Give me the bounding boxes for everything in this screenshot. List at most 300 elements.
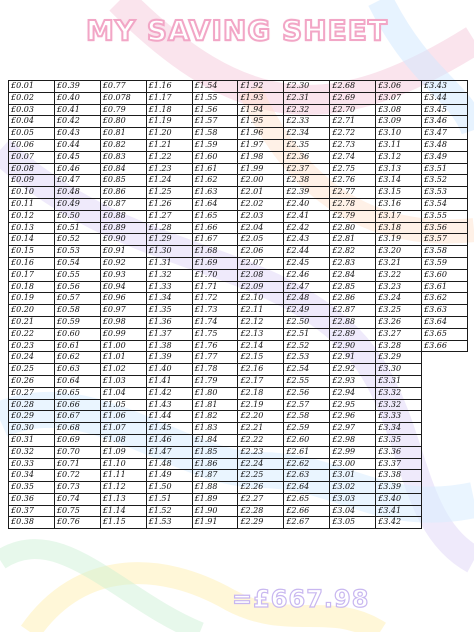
saving-amount-cell[interactable]: £0.38 [9,517,55,529]
saving-amount-cell[interactable]: £0.45 [54,151,100,163]
saving-amount-cell[interactable]: £0.02 [9,92,55,104]
saving-amount-cell[interactable]: £1.69 [192,257,238,269]
saving-amount-cell[interactable]: £1.94 [238,104,284,116]
saving-amount-cell[interactable]: £1.50 [146,482,192,494]
saving-amount-cell[interactable]: £3.23 [376,281,422,293]
saving-amount-cell[interactable]: £3.62 [422,293,468,305]
saving-amount-cell[interactable]: £2.34 [284,128,330,140]
saving-amount-cell[interactable]: £0.31 [9,434,55,446]
saving-amount-cell[interactable]: £2.85 [330,281,376,293]
saving-amount-cell[interactable]: £2.31 [284,92,330,104]
saving-amount-cell[interactable]: £1.85 [192,446,238,458]
saving-amount-cell[interactable]: £1.59 [192,139,238,151]
saving-amount-cell[interactable]: £1.38 [146,340,192,352]
saving-amount-cell[interactable]: £1.07 [100,423,146,435]
saving-amount-cell[interactable]: £2.27 [238,493,284,505]
saving-amount-cell[interactable]: £2.20 [238,411,284,423]
saving-amount-cell[interactable]: £3.36 [376,446,422,458]
saving-amount-cell[interactable]: £1.60 [192,151,238,163]
saving-amount-cell[interactable]: £2.13 [238,328,284,340]
saving-amount-cell[interactable]: £2.84 [330,269,376,281]
saving-amount-cell[interactable]: £2.39 [284,187,330,199]
saving-amount-cell[interactable]: £3.11 [376,139,422,151]
saving-amount-cell[interactable]: £0.66 [54,399,100,411]
saving-amount-cell[interactable]: £0.21 [9,316,55,328]
saving-amount-cell[interactable]: £1.82 [192,411,238,423]
saving-amount-cell[interactable]: £3.16 [376,198,422,210]
saving-amount-cell[interactable]: £2.54 [284,364,330,376]
saving-amount-cell[interactable]: £3.66 [422,340,468,352]
saving-amount-cell[interactable]: £0.11 [9,198,55,210]
saving-amount-cell[interactable]: £0.85 [100,175,146,187]
saving-amount-cell[interactable]: £1.55 [192,92,238,104]
saving-amount-cell[interactable]: £3.32 [376,399,422,411]
saving-amount-cell[interactable]: £3.29 [376,352,422,364]
saving-amount-cell[interactable]: £2.70 [330,104,376,116]
saving-amount-cell[interactable]: £1.66 [192,222,238,234]
saving-amount-cell[interactable]: £1.71 [192,281,238,293]
saving-amount-cell[interactable]: £3.31 [376,375,422,387]
saving-amount-cell[interactable]: £1.91 [192,517,238,529]
saving-amount-cell[interactable]: £2.59 [284,423,330,435]
saving-amount-cell[interactable]: £0.68 [54,423,100,435]
saving-amount-cell[interactable]: £0.15 [9,246,55,258]
saving-amount-cell[interactable]: £2.61 [284,446,330,458]
saving-amount-cell[interactable]: £0.34 [9,470,55,482]
saving-amount-cell[interactable]: £2.40 [284,198,330,210]
saving-amount-cell[interactable]: £3.41 [376,505,422,517]
saving-amount-cell[interactable]: £3.25 [376,305,422,317]
saving-amount-cell[interactable]: £2.92 [330,364,376,376]
saving-amount-cell[interactable]: £0.36 [9,493,55,505]
saving-amount-cell[interactable]: £1.65 [192,210,238,222]
saving-amount-cell[interactable]: £1.34 [146,293,192,305]
saving-amount-cell[interactable]: £2.02 [238,198,284,210]
saving-amount-cell[interactable]: £1.05 [100,399,146,411]
saving-amount-cell[interactable]: £3.61 [422,281,468,293]
saving-amount-cell[interactable]: £1.21 [146,139,192,151]
saving-amount-cell[interactable]: £2.17 [238,375,284,387]
saving-amount-cell[interactable]: £2.30 [284,81,330,93]
saving-amount-cell[interactable]: £1.67 [192,234,238,246]
saving-amount-cell[interactable]: £3.09 [376,116,422,128]
saving-amount-cell[interactable]: £1.09 [100,446,146,458]
saving-amount-cell[interactable]: £3.05 [330,517,376,529]
saving-amount-cell[interactable]: £2.18 [238,387,284,399]
saving-amount-cell[interactable]: £0.44 [54,139,100,151]
saving-amount-cell[interactable]: £2.09 [238,281,284,293]
saving-amount-cell[interactable]: £0.14 [9,234,55,246]
saving-amount-cell[interactable]: £0.41 [54,104,100,116]
saving-amount-cell[interactable]: £2.46 [284,269,330,281]
saving-amount-cell[interactable]: £2.44 [284,246,330,258]
saving-amount-cell[interactable]: £1.93 [238,92,284,104]
saving-amount-cell[interactable]: £3.34 [376,423,422,435]
saving-amount-cell[interactable]: £0.55 [54,269,100,281]
saving-amount-cell[interactable]: £0.27 [9,387,55,399]
saving-amount-cell[interactable]: £1.23 [146,163,192,175]
saving-amount-cell[interactable]: £1.58 [192,128,238,140]
saving-amount-cell[interactable]: £1.79 [192,375,238,387]
saving-amount-cell[interactable]: £0.37 [9,505,55,517]
saving-amount-cell[interactable]: £2.41 [284,210,330,222]
saving-amount-cell[interactable]: £2.78 [330,198,376,210]
saving-amount-cell[interactable]: £2.76 [330,175,376,187]
saving-amount-cell[interactable]: £1.33 [146,281,192,293]
saving-amount-cell[interactable]: £1.81 [192,399,238,411]
saving-amount-cell[interactable]: £2.10 [238,293,284,305]
saving-amount-cell[interactable]: £1.15 [100,517,146,529]
saving-amount-cell[interactable]: £1.28 [146,222,192,234]
saving-amount-cell[interactable]: £2.98 [330,434,376,446]
saving-amount-cell[interactable]: £1.37 [146,328,192,340]
saving-amount-cell[interactable]: £0.23 [9,340,55,352]
saving-amount-cell[interactable]: £1.80 [192,387,238,399]
saving-amount-cell[interactable]: £1.48 [146,458,192,470]
saving-amount-cell[interactable]: £2.55 [284,375,330,387]
saving-amount-cell[interactable]: £2.60 [284,434,330,446]
saving-amount-cell[interactable]: £1.43 [146,399,192,411]
saving-amount-cell[interactable]: £2.63 [284,470,330,482]
saving-amount-cell[interactable]: £1.78 [192,364,238,376]
saving-amount-cell[interactable]: £3.30 [376,364,422,376]
saving-amount-cell[interactable]: £0.28 [9,399,55,411]
saving-amount-cell[interactable]: £1.96 [238,128,284,140]
saving-amount-cell[interactable]: £1.12 [100,482,146,494]
saving-amount-cell[interactable]: £1.40 [146,364,192,376]
saving-amount-cell[interactable]: £2.99 [330,446,376,458]
saving-amount-cell[interactable]: £0.10 [9,187,55,199]
saving-amount-cell[interactable]: £2.15 [238,352,284,364]
saving-amount-cell[interactable]: £3.04 [330,505,376,517]
saving-amount-cell[interactable]: £0.94 [100,281,146,293]
saving-amount-cell[interactable]: £1.03 [100,375,146,387]
saving-amount-cell[interactable]: £1.64 [192,198,238,210]
saving-amount-cell[interactable]: £3.22 [376,269,422,281]
saving-amount-cell[interactable]: £2.25 [238,470,284,482]
saving-amount-cell[interactable]: £1.20 [146,128,192,140]
saving-amount-cell[interactable]: £3.63 [422,305,468,317]
saving-amount-cell[interactable]: £0.83 [100,151,146,163]
saving-amount-cell[interactable]: £2.52 [284,340,330,352]
saving-amount-cell[interactable]: £1.04 [100,387,146,399]
saving-amount-cell[interactable]: £1.72 [192,293,238,305]
saving-amount-cell[interactable]: £0.86 [100,187,146,199]
saving-amount-cell[interactable]: £1.92 [238,81,284,93]
saving-amount-cell[interactable]: £0.77 [100,81,146,93]
saving-amount-cell[interactable]: £3.43 [422,81,468,93]
saving-amount-cell[interactable]: £3.28 [376,340,422,352]
saving-amount-cell[interactable]: £0.54 [54,257,100,269]
saving-amount-cell[interactable]: £2.49 [284,305,330,317]
saving-amount-cell[interactable]: £0.63 [54,364,100,376]
saving-amount-cell[interactable]: £3.13 [376,163,422,175]
saving-amount-cell[interactable]: £2.81 [330,234,376,246]
saving-amount-cell[interactable]: £0.16 [9,257,55,269]
saving-amount-cell[interactable]: £0.43 [54,128,100,140]
saving-amount-cell[interactable]: £1.32 [146,269,192,281]
saving-amount-cell[interactable]: £1.18 [146,104,192,116]
saving-amount-cell[interactable]: £1.19 [146,116,192,128]
saving-amount-cell[interactable]: £0.93 [100,269,146,281]
saving-amount-cell[interactable]: £0.25 [9,364,55,376]
saving-amount-cell[interactable]: £0.13 [9,222,55,234]
saving-amount-cell[interactable]: £3.51 [422,163,468,175]
saving-amount-cell[interactable]: £2.74 [330,151,376,163]
saving-amount-cell[interactable]: £1.25 [146,187,192,199]
saving-amount-cell[interactable]: £1.87 [192,470,238,482]
saving-amount-cell[interactable]: £2.12 [238,316,284,328]
saving-amount-cell[interactable]: £0.49 [54,198,100,210]
saving-amount-cell[interactable]: £1.14 [100,505,146,517]
saving-amount-cell[interactable]: £1.70 [192,269,238,281]
saving-amount-cell[interactable]: £1.30 [146,246,192,258]
saving-amount-cell[interactable]: £0.35 [9,482,55,494]
saving-amount-cell[interactable]: £2.73 [330,139,376,151]
saving-amount-cell[interactable]: £1.74 [192,316,238,328]
saving-amount-cell[interactable]: £1.88 [192,482,238,494]
saving-amount-cell[interactable]: £3.54 [422,198,468,210]
saving-amount-cell[interactable]: £0.69 [54,434,100,446]
saving-amount-cell[interactable]: £3.60 [422,269,468,281]
saving-amount-cell[interactable]: £1.99 [238,163,284,175]
saving-amount-cell[interactable]: £0.72 [54,470,100,482]
saving-amount-cell[interactable]: £0.89 [100,222,146,234]
saving-amount-cell[interactable]: £3.52 [422,175,468,187]
saving-amount-cell[interactable]: £3.42 [376,517,422,529]
saving-amount-cell[interactable]: £0.01 [9,81,55,93]
saving-amount-cell[interactable]: £3.44 [422,92,468,104]
saving-amount-cell[interactable]: £0.30 [9,423,55,435]
saving-amount-cell[interactable]: £1.97 [238,139,284,151]
saving-amount-cell[interactable]: £2.82 [330,246,376,258]
saving-amount-cell[interactable]: £0.57 [54,293,100,305]
saving-amount-cell[interactable]: £0.96 [100,293,146,305]
saving-amount-cell[interactable]: £0.60 [54,328,100,340]
saving-amount-cell[interactable]: £3.37 [376,458,422,470]
saving-amount-cell[interactable]: £1.84 [192,434,238,446]
saving-amount-cell[interactable]: £3.55 [422,210,468,222]
saving-amount-cell[interactable]: £2.53 [284,352,330,364]
saving-amount-cell[interactable]: £0.05 [9,128,55,140]
saving-amount-cell[interactable]: £2.21 [238,423,284,435]
saving-amount-cell[interactable]: £0.75 [54,505,100,517]
saving-amount-cell[interactable]: £1.54 [192,81,238,93]
saving-amount-cell[interactable]: £2.29 [238,517,284,529]
saving-amount-cell[interactable]: £2.48 [284,293,330,305]
saving-amount-cell[interactable]: £1.26 [146,198,192,210]
saving-amount-cell[interactable]: £1.39 [146,352,192,364]
saving-amount-cell[interactable]: £0.76 [54,517,100,529]
saving-amount-cell[interactable]: £0.12 [9,210,55,222]
saving-amount-cell[interactable]: £3.53 [422,187,468,199]
saving-amount-cell[interactable]: £1.76 [192,340,238,352]
saving-amount-cell[interactable]: £3.12 [376,151,422,163]
saving-amount-cell[interactable]: £3.65 [422,328,468,340]
saving-amount-cell[interactable]: £0.39 [54,81,100,93]
saving-amount-cell[interactable]: £0.70 [54,446,100,458]
saving-amount-cell[interactable]: £1.42 [146,387,192,399]
saving-amount-cell[interactable]: £3.32 [376,387,422,399]
saving-amount-cell[interactable]: £3.47 [422,128,468,140]
saving-amount-cell[interactable]: £2.33 [284,116,330,128]
saving-amount-cell[interactable]: £2.28 [238,505,284,517]
saving-amount-cell[interactable]: £1.53 [146,517,192,529]
saving-amount-cell[interactable]: £3.33 [376,411,422,423]
saving-amount-cell[interactable]: £2.67 [284,517,330,529]
saving-amount-cell[interactable]: £2.69 [330,92,376,104]
saving-amount-cell[interactable]: £1.56 [192,104,238,116]
saving-amount-cell[interactable]: £3.49 [422,151,468,163]
saving-amount-cell[interactable]: £0.47 [54,175,100,187]
saving-amount-cell[interactable]: £3.20 [376,246,422,258]
saving-amount-cell[interactable]: £3.03 [330,493,376,505]
saving-amount-cell[interactable]: £3.06 [376,81,422,93]
saving-amount-cell[interactable]: £3.59 [422,257,468,269]
saving-amount-cell[interactable]: £0.53 [54,246,100,258]
saving-amount-cell[interactable]: £0.59 [54,316,100,328]
saving-amount-cell[interactable]: £0.04 [9,116,55,128]
saving-amount-cell[interactable]: £0.51 [54,222,100,234]
saving-amount-cell[interactable]: £0.74 [54,493,100,505]
saving-amount-cell[interactable]: £0.33 [9,458,55,470]
saving-amount-cell[interactable]: £2.08 [238,269,284,281]
saving-amount-cell[interactable]: £2.50 [284,316,330,328]
saving-amount-cell[interactable]: £0.078 [100,92,146,104]
saving-amount-cell[interactable]: £0.22 [9,328,55,340]
saving-amount-cell[interactable]: £1.02 [100,364,146,376]
saving-amount-cell[interactable]: £2.35 [284,139,330,151]
saving-amount-cell[interactable]: £2.07 [238,257,284,269]
saving-amount-cell[interactable]: £2.95 [330,399,376,411]
saving-amount-cell[interactable]: £2.36 [284,151,330,163]
saving-amount-cell[interactable]: £0.52 [54,234,100,246]
saving-amount-cell[interactable]: £0.42 [54,116,100,128]
saving-amount-cell[interactable]: £3.17 [376,210,422,222]
saving-amount-cell[interactable]: £1.51 [146,493,192,505]
saving-amount-cell[interactable]: £2.65 [284,493,330,505]
saving-amount-cell[interactable]: £0.06 [9,139,55,151]
saving-amount-cell[interactable]: £0.07 [9,151,55,163]
saving-amount-cell[interactable]: £2.03 [238,210,284,222]
saving-amount-cell[interactable]: £0.56 [54,281,100,293]
saving-amount-cell[interactable]: £0.40 [54,92,100,104]
saving-amount-cell[interactable]: £1.11 [100,470,146,482]
saving-amount-cell[interactable]: £1.86 [192,458,238,470]
saving-amount-cell[interactable]: £0.90 [100,234,146,246]
saving-amount-cell[interactable]: £3.01 [330,470,376,482]
saving-amount-cell[interactable]: £3.35 [376,434,422,446]
saving-amount-cell[interactable]: £0.03 [9,104,55,116]
saving-amount-cell[interactable]: £2.80 [330,222,376,234]
saving-amount-cell[interactable]: £3.15 [376,187,422,199]
saving-amount-cell[interactable]: £1.95 [238,116,284,128]
saving-amount-cell[interactable]: £3.56 [422,222,468,234]
saving-amount-cell[interactable]: £1.63 [192,187,238,199]
saving-amount-cell[interactable]: £2.89 [330,328,376,340]
saving-amount-cell[interactable]: £3.18 [376,222,422,234]
saving-amount-cell[interactable]: £1.01 [100,352,146,364]
saving-amount-cell[interactable]: £1.62 [192,175,238,187]
saving-amount-cell[interactable]: £2.01 [238,187,284,199]
saving-amount-cell[interactable]: £2.75 [330,163,376,175]
saving-amount-cell[interactable]: £1.52 [146,505,192,517]
saving-amount-cell[interactable]: £1.75 [192,328,238,340]
saving-amount-cell[interactable]: £3.46 [422,116,468,128]
saving-amount-cell[interactable]: £0.46 [54,163,100,175]
saving-amount-cell[interactable]: £0.97 [100,305,146,317]
saving-amount-cell[interactable]: £0.82 [100,139,146,151]
saving-amount-cell[interactable]: £1.46 [146,434,192,446]
saving-amount-cell[interactable]: £2.66 [284,505,330,517]
saving-amount-cell[interactable]: £0.73 [54,482,100,494]
saving-amount-cell[interactable]: £1.98 [238,151,284,163]
saving-amount-cell[interactable]: £2.06 [238,246,284,258]
saving-amount-cell[interactable]: £0.81 [100,128,146,140]
saving-amount-cell[interactable]: £1.16 [146,81,192,93]
saving-amount-cell[interactable]: £0.62 [54,352,100,364]
saving-amount-cell[interactable]: £1.83 [192,423,238,435]
saving-amount-cell[interactable]: £0.08 [9,163,55,175]
saving-amount-cell[interactable]: £3.38 [376,470,422,482]
saving-amount-cell[interactable]: £1.44 [146,411,192,423]
saving-amount-cell[interactable]: £0.71 [54,458,100,470]
saving-amount-cell[interactable]: £3.07 [376,92,422,104]
saving-amount-cell[interactable]: £2.11 [238,305,284,317]
saving-amount-cell[interactable]: £0.26 [9,375,55,387]
saving-amount-cell[interactable]: £3.27 [376,328,422,340]
saving-amount-cell[interactable]: £0.84 [100,163,146,175]
saving-amount-cell[interactable]: £0.91 [100,246,146,258]
saving-amount-cell[interactable]: £2.77 [330,187,376,199]
saving-amount-cell[interactable]: £3.48 [422,139,468,151]
saving-amount-cell[interactable]: £2.94 [330,387,376,399]
saving-amount-cell[interactable]: £0.80 [100,116,146,128]
saving-amount-cell[interactable]: £3.39 [376,482,422,494]
saving-amount-cell[interactable]: £2.88 [330,316,376,328]
saving-amount-cell[interactable]: £0.87 [100,198,146,210]
saving-amount-cell[interactable]: £2.43 [284,234,330,246]
saving-amount-cell[interactable]: £0.88 [100,210,146,222]
saving-amount-cell[interactable]: £1.24 [146,175,192,187]
saving-amount-cell[interactable]: £2.57 [284,399,330,411]
saving-amount-cell[interactable]: £2.91 [330,352,376,364]
saving-amount-cell[interactable]: £0.17 [9,269,55,281]
saving-amount-cell[interactable]: £0.64 [54,375,100,387]
saving-amount-cell[interactable]: £1.00 [100,340,146,352]
saving-amount-cell[interactable]: £2.93 [330,375,376,387]
saving-amount-cell[interactable]: £1.13 [100,493,146,505]
saving-amount-cell[interactable]: £2.26 [238,482,284,494]
saving-amount-cell[interactable]: £3.08 [376,104,422,116]
saving-amount-cell[interactable]: £2.72 [330,128,376,140]
saving-amount-cell[interactable]: £3.14 [376,175,422,187]
saving-amount-cell[interactable]: £1.47 [146,446,192,458]
saving-amount-cell[interactable]: £2.68 [330,81,376,93]
saving-amount-cell[interactable]: £2.62 [284,458,330,470]
saving-amount-cell[interactable]: £1.89 [192,493,238,505]
saving-amount-cell[interactable]: £2.47 [284,281,330,293]
saving-amount-cell[interactable]: £2.56 [284,387,330,399]
saving-amount-cell[interactable]: £2.45 [284,257,330,269]
saving-amount-cell[interactable]: £0.65 [54,387,100,399]
saving-amount-cell[interactable]: £2.97 [330,423,376,435]
saving-amount-cell[interactable]: £1.73 [192,305,238,317]
saving-amount-cell[interactable]: £3.24 [376,293,422,305]
saving-amount-cell[interactable]: £2.37 [284,163,330,175]
saving-amount-cell[interactable]: £2.79 [330,210,376,222]
saving-amount-cell[interactable]: £2.96 [330,411,376,423]
